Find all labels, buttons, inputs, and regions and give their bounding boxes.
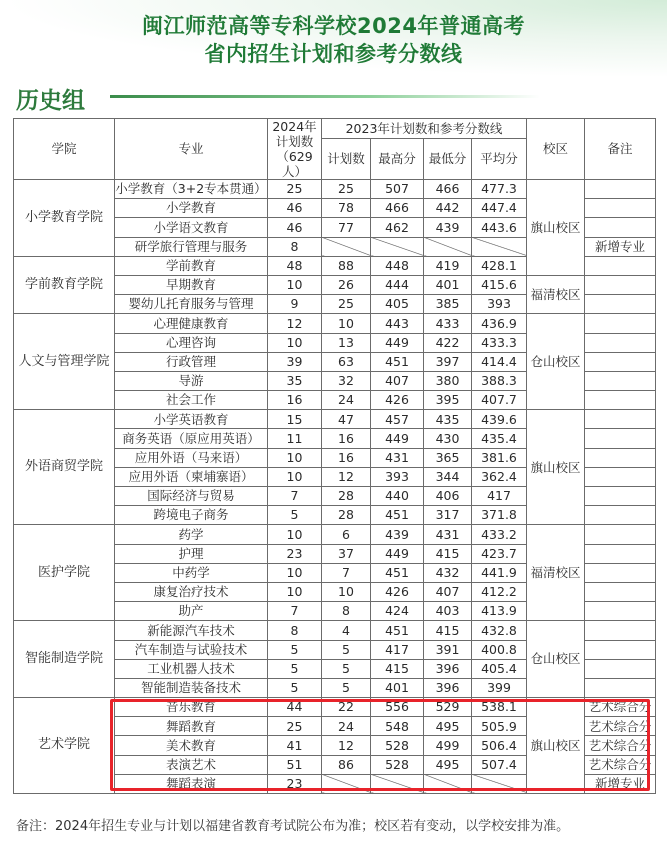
plan-2024-cell: 51 [268,755,322,774]
note-cell [585,391,656,410]
note-cell [585,256,656,275]
max-score-cell: 444 [371,275,424,294]
plan-2023-cell: 5 [322,678,371,697]
min-score-cell: 419 [424,256,472,275]
major-cell: 小学英语教育 [115,410,268,429]
plan-2024-cell: 9 [268,295,322,314]
plan-2023-cell: 78 [322,199,371,218]
plan-2024-cell: 10 [268,333,322,352]
header-campus: 校区 [527,119,585,180]
min-score-cell [424,774,472,793]
major-cell: 导游 [115,371,268,390]
table-row [14,410,656,429]
table-body [14,180,656,794]
group-title-divider [110,95,540,98]
plan-2024-cell: 23 [268,774,322,793]
min-score-cell: 432 [424,563,472,582]
plan-2023-cell: 37 [322,544,371,563]
max-score-cell: 440 [371,487,424,506]
avg-score-cell: 435.4 [472,429,527,448]
avg-score-cell: 362.4 [472,467,527,486]
plan-2023-cell [322,774,371,793]
major-cell: 小学教育（3+2专本贯通） [115,180,268,199]
major-cell: 跨境电子商务 [115,506,268,525]
min-score-cell: 396 [424,678,472,697]
note-cell [585,659,656,678]
plan-2024-cell: 48 [268,256,322,275]
plan-2024-cell: 12 [268,314,322,333]
min-score-cell: 365 [424,448,472,467]
plan-2024-cell: 16 [268,391,322,410]
plan-2024-cell: 25 [268,180,322,199]
major-cell: 婴幼儿托育服务与管理 [115,295,268,314]
min-score-cell: 406 [424,487,472,506]
avg-score-cell: 433.3 [472,333,527,352]
plan-2024-cell: 10 [268,467,322,486]
major-cell: 社会工作 [115,391,268,410]
major-cell: 助产 [115,602,268,621]
plan-2023-cell: 28 [322,487,371,506]
plan-2023-cell [322,237,371,256]
table-row [14,698,656,717]
campus-cell: 旗山校区 [527,180,585,276]
note-cell [585,640,656,659]
min-score-cell: 439 [424,218,472,237]
major-cell: 早期教育 [115,275,268,294]
major-cell: 药学 [115,525,268,544]
plan-2023-cell: 32 [322,371,371,390]
major-cell: 应用外语（柬埔寨语） [115,467,268,486]
major-cell: 表演艺术 [115,755,268,774]
max-score-cell: 507 [371,180,424,199]
note-cell [585,314,656,333]
table-row [14,621,656,640]
college-cell: 智能制造学院 [14,621,115,698]
plan-2024-cell: 39 [268,352,322,371]
note-cell [585,218,656,237]
header-avg-score: 平均分 [472,138,527,179]
avg-score-cell: 417 [472,487,527,506]
avg-score-cell: 505.9 [472,717,527,736]
max-score-cell: 451 [371,563,424,582]
plan-2024-cell: 23 [268,544,322,563]
max-score-cell: 466 [371,199,424,218]
note-cell [585,487,656,506]
note-cell: 新增专业 [585,237,656,256]
header-2023-ref: 2023年计划数和参考分数线 [322,119,527,139]
note-cell [585,429,656,448]
max-score-cell: 528 [371,736,424,755]
header-plan-2023: 计划数 [322,138,371,179]
major-cell: 舞蹈表演 [115,774,268,793]
header-min-score: 最低分 [424,138,472,179]
avg-score-cell: 432.8 [472,621,527,640]
min-score-cell: 391 [424,640,472,659]
avg-score-cell [472,237,527,256]
note-cell [585,333,656,352]
min-score-cell: 396 [424,659,472,678]
plan-2023-cell: 10 [322,582,371,601]
min-score-cell: 344 [424,467,472,486]
min-score-cell [424,237,472,256]
table-row [14,180,656,199]
plan-2023-cell: 16 [322,448,371,467]
major-cell: 工业机器人技术 [115,659,268,678]
college-cell: 小学教育学院 [14,180,115,257]
note-cell [585,352,656,371]
plan-2024-cell: 11 [268,429,322,448]
major-cell: 舞蹈教育 [115,717,268,736]
major-cell: 中药学 [115,563,268,582]
header-plan-2024: 2024年计划数（629人） [268,119,322,180]
avg-score-cell: 393 [472,295,527,314]
plan-2023-cell: 25 [322,295,371,314]
plan-2024-cell: 44 [268,698,322,717]
plan-2024-cell: 46 [268,199,322,218]
plan-2023-cell: 6 [322,525,371,544]
plan-2023-cell: 22 [322,698,371,717]
max-score-cell: 451 [371,506,424,525]
plan-2023-cell: 24 [322,391,371,410]
plan-2023-cell: 10 [322,314,371,333]
max-score-cell [371,774,424,793]
campus-cell: 旗山校区 [527,410,585,525]
max-score-cell: 439 [371,525,424,544]
campus-cell: 福清校区 [527,275,585,313]
avg-score-cell: 436.9 [472,314,527,333]
college-cell: 外语商贸学院 [14,410,115,525]
plan-2024-cell: 10 [268,582,322,601]
major-cell: 康复治疗技术 [115,582,268,601]
min-score-cell: 495 [424,717,472,736]
max-score-cell: 548 [371,717,424,736]
header-college: 学院 [14,119,115,180]
min-score-cell: 422 [424,333,472,352]
plan-2023-cell: 77 [322,218,371,237]
major-cell: 研学旅行管理与服务 [115,237,268,256]
plan-2023-cell: 7 [322,563,371,582]
min-score-cell: 401 [424,275,472,294]
plan-2024-cell: 10 [268,448,322,467]
avg-score-cell: 443.6 [472,218,527,237]
plan-2023-cell: 16 [322,429,371,448]
plan-2024-cell: 8 [268,237,322,256]
note-cell [585,506,656,525]
min-score-cell: 435 [424,410,472,429]
avg-score-cell: 423.7 [472,544,527,563]
admission-plan-table [13,118,656,794]
note-cell [585,199,656,218]
max-score-cell: 405 [371,295,424,314]
note-cell: 艺术综合分 [585,736,656,755]
avg-score-cell: 407.7 [472,391,527,410]
min-score-cell: 495 [424,755,472,774]
min-score-cell: 499 [424,736,472,755]
plan-2024-cell: 41 [268,736,322,755]
avg-score-cell: 441.9 [472,563,527,582]
major-cell: 心理咨询 [115,333,268,352]
table-row [14,314,656,333]
major-cell: 护理 [115,544,268,563]
footnote: 备注：2024年招生专业与计划以福建省教育考试院公布为准；校区若有变动，以学校安排为准。 [16,819,570,834]
max-score-cell: 449 [371,429,424,448]
max-score-cell: 431 [371,448,424,467]
campus-cell: 仓山校区 [527,314,585,410]
major-cell: 行政管理 [115,352,268,371]
college-cell: 艺术学院 [14,698,115,794]
max-score-cell: 451 [371,352,424,371]
plan-2024-cell: 46 [268,218,322,237]
table-row [14,525,656,544]
avg-score-cell: 414.4 [472,352,527,371]
avg-score-cell: 433.2 [472,525,527,544]
note-cell: 新增专业 [585,774,656,793]
max-score-cell: 448 [371,256,424,275]
avg-score-cell: 413.9 [472,602,527,621]
min-score-cell: 466 [424,180,472,199]
page-title-line1: 闽江师范高等专科学校2024年普通高考 [142,14,525,38]
note-cell: 艺术综合分 [585,717,656,736]
avg-score-cell: 447.4 [472,199,527,218]
header-max-score: 最高分 [371,138,424,179]
max-score-cell: 426 [371,391,424,410]
avg-score-cell: 506.4 [472,736,527,755]
note-cell [585,275,656,294]
major-cell: 美术教育 [115,736,268,755]
avg-score-cell: 412.2 [472,582,527,601]
avg-score-cell: 415.6 [472,275,527,294]
major-cell: 新能源汽车技术 [115,621,268,640]
plan-2023-cell: 4 [322,621,371,640]
max-score-cell: 449 [371,333,424,352]
plan-2024-cell: 10 [268,525,322,544]
max-score-cell: 401 [371,678,424,697]
note-cell [585,410,656,429]
avg-score-cell: 428.1 [472,256,527,275]
max-score-cell: 424 [371,602,424,621]
max-score-cell: 449 [371,544,424,563]
avg-score-cell: 405.4 [472,659,527,678]
note-cell [585,467,656,486]
note-cell [585,621,656,640]
major-cell: 音乐教育 [115,698,268,717]
avg-score-cell: 477.3 [472,180,527,199]
major-cell: 小学语文教育 [115,218,268,237]
plan-2024-cell: 10 [268,275,322,294]
max-score-cell: 556 [371,698,424,717]
group-title: 历史组 [16,88,85,114]
note-cell [585,678,656,697]
plan-2023-cell: 28 [322,506,371,525]
avg-score-cell: 381.6 [472,448,527,467]
avg-score-cell: 439.6 [472,410,527,429]
min-score-cell: 415 [424,621,472,640]
min-score-cell: 403 [424,602,472,621]
plan-2024-cell: 5 [268,659,322,678]
max-score-cell: 451 [371,621,424,640]
min-score-cell: 433 [424,314,472,333]
note-cell [585,582,656,601]
min-score-cell: 380 [424,371,472,390]
min-score-cell: 395 [424,391,472,410]
min-score-cell: 397 [424,352,472,371]
plan-2023-cell: 5 [322,640,371,659]
college-cell: 医护学院 [14,525,115,621]
note-cell [585,544,656,563]
note-cell [585,371,656,390]
max-score-cell: 426 [371,582,424,601]
major-cell: 国际经济与贸易 [115,487,268,506]
min-score-cell: 385 [424,295,472,314]
plan-2023-cell: 47 [322,410,371,429]
max-score-cell: 407 [371,371,424,390]
plan-2024-cell: 25 [268,717,322,736]
plan-2023-cell: 12 [322,736,371,755]
avg-score-cell [472,774,527,793]
plan-2024-cell: 5 [268,506,322,525]
note-cell: 艺术综合分 [585,698,656,717]
min-score-cell: 431 [424,525,472,544]
plan-2024-cell: 5 [268,640,322,659]
avg-score-cell: 507.4 [472,755,527,774]
min-score-cell: 407 [424,582,472,601]
major-cell: 心理健康教育 [115,314,268,333]
note-cell [585,602,656,621]
plan-2023-cell: 25 [322,180,371,199]
avg-score-cell: 538.1 [472,698,527,717]
plan-2023-cell: 24 [322,717,371,736]
plan-2024-cell: 35 [268,371,322,390]
plan-2023-cell: 13 [322,333,371,352]
max-score-cell: 415 [371,659,424,678]
plan-2023-cell: 26 [322,275,371,294]
plan-2024-cell: 5 [268,678,322,697]
major-cell: 商务英语（原应用英语） [115,429,268,448]
major-cell: 汽车制造与试验技术 [115,640,268,659]
campus-cell: 福清校区 [527,525,585,621]
major-cell: 智能制造装备技术 [115,678,268,697]
note-cell [585,448,656,467]
min-score-cell: 442 [424,199,472,218]
min-score-cell: 415 [424,544,472,563]
major-cell: 应用外语（马来语） [115,448,268,467]
avg-score-cell: 400.8 [472,640,527,659]
max-score-cell [371,237,424,256]
plan-2023-cell: 12 [322,467,371,486]
min-score-cell: 317 [424,506,472,525]
note-cell [585,180,656,199]
note-cell: 艺术综合分 [585,755,656,774]
note-cell [585,525,656,544]
page-title-line2: 省内招生计划和参考分数线 [204,42,463,66]
max-score-cell: 393 [371,467,424,486]
college-cell: 人文与管理学院 [14,314,115,410]
max-score-cell: 457 [371,410,424,429]
plan-2023-cell: 63 [322,352,371,371]
campus-cell: 仓山校区 [527,621,585,698]
plan-2024-cell: 15 [268,410,322,429]
plan-2023-cell: 86 [322,755,371,774]
plan-2023-cell: 88 [322,256,371,275]
max-score-cell: 417 [371,640,424,659]
plan-2024-cell: 7 [268,487,322,506]
header-major: 专业 [115,119,268,180]
min-score-cell: 529 [424,698,472,717]
college-cell: 学前教育学院 [14,256,115,314]
plan-2024-cell: 8 [268,621,322,640]
note-cell [585,563,656,582]
plan-2024-cell: 10 [268,563,322,582]
campus-cell: 旗山校区 [527,698,585,794]
plan-2023-cell: 5 [322,659,371,678]
note-cell [585,295,656,314]
avg-score-cell: 399 [472,678,527,697]
plan-2023-cell: 8 [322,602,371,621]
avg-score-cell: 388.3 [472,371,527,390]
avg-score-cell: 371.8 [472,506,527,525]
min-score-cell: 430 [424,429,472,448]
major-cell: 学前教育 [115,256,268,275]
max-score-cell: 528 [371,755,424,774]
major-cell: 小学教育 [115,199,268,218]
max-score-cell: 462 [371,218,424,237]
plan-2024-cell: 7 [268,602,322,621]
header-note: 备注 [585,119,656,180]
max-score-cell: 443 [371,314,424,333]
